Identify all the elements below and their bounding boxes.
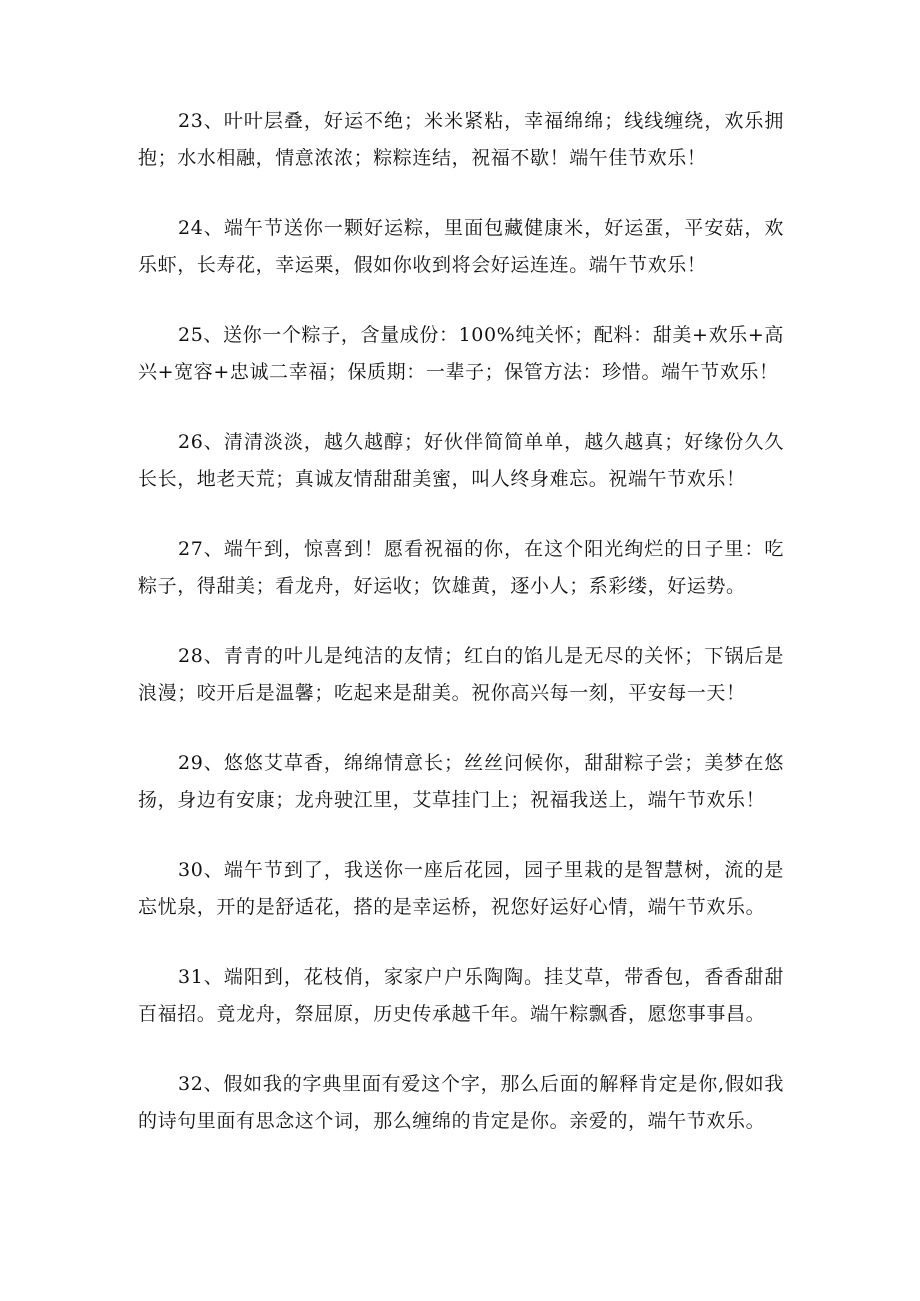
paragraph-25: 25、送你一个粽子，含量成份：100%纯关怀；配料：甜美+欢乐+高兴+宽容+忠诚二幸福；保质期：一辈子；保管方法：珍惜。端午节欢乐！ — [138, 324, 784, 383]
paragraph-27: 27、端午到，惊喜到！愿看祝福的你，在这个阳光绚烂的日子里：吃粽子，得甜美；看龙舟，好运收；饮雄黄，逐小人；系彩缕，好运势。 — [138, 538, 784, 597]
paragraph-29: 29、悠悠艾草香，绵绵情意长；丝丝问候你，甜甜粽子尝；美梦在悠扬，身边有安康；龙舟驶江里，艾草挂门上；祝福我送上，端午节欢乐！ — [138, 752, 784, 811]
paragraph-26: 26、清清淡淡，越久越醇；好伙伴简简单单，越久越真；好缘份久久长长，地老天荒；真诚友情甜甜美蜜，叫人终身难忘。祝端午节欢乐！ — [138, 431, 784, 490]
paragraph-24: 24、端午节送你一颗好运粽，里面包藏健康米，好运蛋，平安菇，欢乐虾，长寿花，幸运栗，假如你收到将会好运连连。端午节欢乐！ — [138, 217, 784, 276]
paragraph-31: 31、端阳到，花枝俏，家家户户乐陶陶。挂艾草，带香包，香香甜甜百福招。竟龙舟，祭屈原，历史传承越千年。端午粽飘香，愿您事事昌。 — [138, 966, 784, 1025]
paragraph-28: 28、青青的叶儿是纯洁的友情；红白的馅儿是无尽的关怀；下锅后是浪漫；咬开后是温馨；吃起来是甜美。祝你高兴每一刻，平安每一天！ — [138, 645, 784, 704]
paragraph-32: 32、假如我的字典里面有爱这个字，那么后面的解释肯定是你,假如我的诗句里面有思念这个词，那么缠绵的肯定是你。亲爱的，端午节欢乐。 — [138, 1073, 784, 1132]
paragraph-30: 30、端午节到了，我送你一座后花园，园子里栽的是智慧树，流的是忘忧泉，开的是舒适花，搭的是幸运桥，祝您好运好心情，端午节欢乐。 — [138, 859, 784, 918]
document-body — [138, 103, 784, 1173]
paragraph-23: 23、叶叶层叠，好运不绝；米米紧粘，幸福绵绵；线线缠绕，欢乐拥抱；水水相融，情意浓浓；粽粽连结，祝福不歇！端午佳节欢乐！ — [138, 110, 784, 169]
